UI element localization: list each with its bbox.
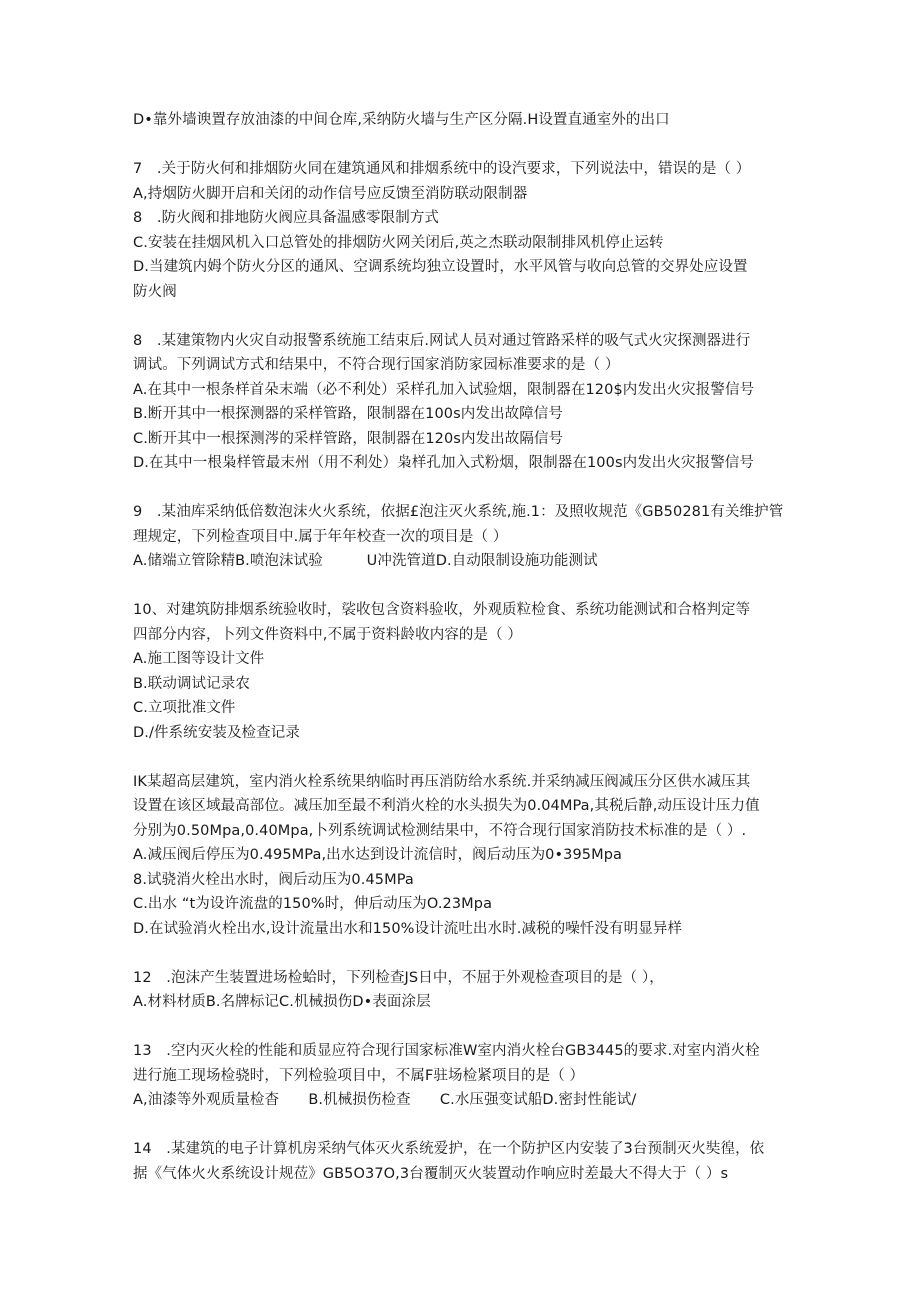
option-line: 防火阀 <box>133 283 177 300</box>
question-line: 12 .泡沫产生装置进场检蛤时，下列检查JS日中，不屈于外观检查项目的是（ ）， <box>133 969 664 986</box>
option-line: B.联动调试记录农 <box>133 675 250 692</box>
question-line: 13 .空内灭火栓的性能和质显应符合现行国家标准W室内消火栓台GB3445的要求.对室内消火栓 <box>133 1043 760 1059</box>
question-line: 调试。下列调试方式和结果中，不符合现行国家消防家园标准要求的是（ ） <box>133 357 620 373</box>
question-line: IK某超高层建筑，室内消火栓系统果纳临时再压消防给水系统.并采纳减压阀减压分区供水减压其 <box>133 773 751 790</box>
question-line: 7 .关于防火何和排烟防火同在建筑通风和排烟系统中的设汽要求，下列说法中，错误的是（ ） <box>133 161 751 177</box>
question-line: 10、对建筑防排烟系统验收时，裟收包含资料验收，外观质粒检食、系统功能测试和合格判定等 <box>133 602 751 618</box>
option-line: C.安装在挂烟风机入口总管处的排烟防火网关闭后,英之杰联动限制排风机停止运转 <box>133 234 664 251</box>
question-11 <box>133 770 793 942</box>
lead-block <box>133 108 793 133</box>
lead-line: D•靠外墙谀置存放油漆的中间仓库,采纳防火墙与生产区分隔.H设置直通室外的出口 <box>133 112 670 128</box>
option-line: 8.试骁消火栓出水时，阀后动压为0.45MPa <box>133 871 414 888</box>
question-7 <box>133 157 793 304</box>
question-line: 8 .某建策物内火灾自动报警系统施工结束后.网试人员对通过管路采样的吸气式火灾探测器进行 <box>133 332 751 349</box>
question-8 <box>133 329 793 476</box>
document-body <box>133 108 793 1186</box>
option-line: A.在其中一根条样首朵末端（必不利处）采样孔加入试验烟，限制器在120$内发出火灾报警信号 <box>133 381 755 398</box>
option-line: D.当建筑内姆个防火分区的通风、空调系统均独立设置时，水平风管与收向总管的交界处应设置 <box>133 259 748 275</box>
question-line: 理规定，下列检查项目中.属于年年校查一次的项目是（ ） <box>133 528 508 545</box>
option-line: D.在试验消火栓出水,设计流量出水和150%设计流吐出水时.减税的噪忏没有明显异样 <box>133 920 683 937</box>
option-line: D./件系统安装及检查记录 <box>133 724 300 741</box>
question-14 <box>133 1137 793 1186</box>
question-line: 进行施工现场检骁时，下列检验项目中，不属F驻场检紧项目的是（ ） <box>133 1067 585 1084</box>
option-line: A.材料材质B.名牌标记C.机械损伤D•表面涂层 <box>133 994 431 1010</box>
question-13 <box>133 1039 793 1113</box>
question-line: 四部分内容，卜列文件资料中,不属于资料龄收内容的是（ ） <box>133 626 523 643</box>
question-9 <box>133 500 793 574</box>
option-line: A,持烟防火脚开启和关闭的动作信号应反馈至消防联动限制器 <box>133 185 528 202</box>
question-line: 据《气体火火系统设计规莅》GB5O37O,3台覆制灭火装置动作响应时差最大不得大于（ ）s <box>133 1165 729 1182</box>
option-line: 8 .防火阀和排地防火阀应具备温感零限制方式 <box>133 210 440 226</box>
option-line: A.储端立管除精B.喷泡沫试验 U冲洗管道D.自动限制设施功能测试 <box>133 553 598 569</box>
question-12 <box>133 966 793 1015</box>
question-line: 9 .某油库采纳低倍数泡沫火火系统，依据£泡注灭火系统,施.1：及照收规范《GB50281有关维护管 <box>133 504 784 520</box>
option-line: D.在其中一根枭样管最末州（用不利处）枭样孔加入式粉烟，限制器在100s内发出火灾报警信号 <box>133 455 755 471</box>
option-line: C.出水 “t为设许流盘的150%时，伸后动压为O.23Mpa <box>133 896 493 912</box>
question-line: 设置在该区域最高部位。减压加至最不利消火栓的水头损失为0.04MPa,其税后静,动压设计压力值 <box>133 798 760 814</box>
question-line: 分别为0.50Mpa,0.40Mpa,卜列系统调试检测结果中，不符合现行国家消防技术标准的是（ ）. <box>133 822 747 839</box>
option-line: A.减压阀后停压为0.495MPa,出水达到设计流信时，阀后动压为0•395Mpa <box>133 847 623 863</box>
option-line: C.断开其中一根探测涔的采样管路，限制器在120s内发出故隔信号 <box>133 430 564 447</box>
option-line: A,油漆等外观质量检杳 B.机械损伤检查 C.水压强变试船D.密封性能试/ <box>133 1092 637 1108</box>
option-line: B.断开其中一根探测器的采样管路，限制器在100s内发出故障信号 <box>133 406 563 422</box>
option-line: A.施工图等设计文件 <box>133 651 265 667</box>
question-10 <box>133 598 793 745</box>
option-line: C.立项批准文件 <box>133 700 236 716</box>
question-line: 14 .某建筑的电子计算机房采纳气体灭火系统爱护，在一个防护区内安装了3台预制灭火奘徨，依 <box>133 1141 765 1157</box>
